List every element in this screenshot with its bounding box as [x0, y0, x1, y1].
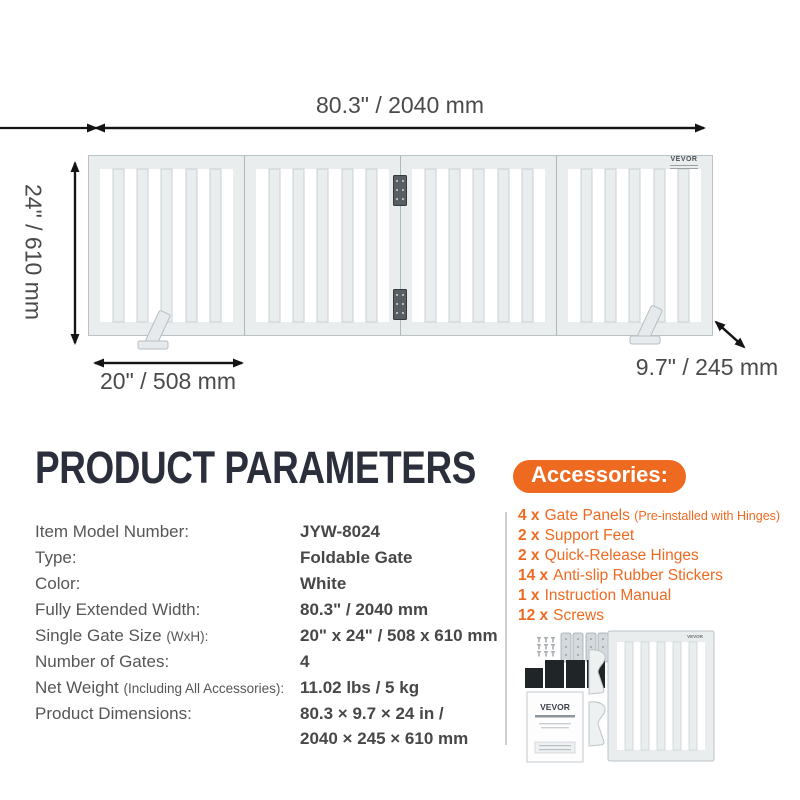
section-title: PRODUCT PARAMETERS — [35, 442, 476, 493]
dimension-depth: 9.7" / 245 mm — [635, 354, 779, 380]
gate-brand-label: VEVOR — [662, 156, 706, 171]
product-parameters-section — [35, 443, 503, 751]
spec-row-type: Type: Foldable Gate — [35, 548, 413, 567]
list-item: 2 x Quick-Release Hinges — [518, 547, 699, 564]
list-item: 4 x Gate Panels (Pre-installed with Hinges) — [518, 507, 781, 524]
dimension-panel-width: 20" / 508 mm — [99, 368, 236, 394]
spec-row-extended-width: Fully Extended Width: 80.3" / 2040 mm — [35, 600, 429, 619]
list-item: 1 x Instruction Manual — [518, 587, 672, 604]
spec-table — [35, 519, 503, 751]
list-item: 12 x Screws — [518, 607, 604, 624]
list-item: 14 x Anti-slip Rubber Stickers — [518, 567, 723, 584]
accessories-list — [518, 506, 797, 626]
instruction-manual-icon — [527, 692, 583, 762]
spec-row-color: Color: White — [35, 574, 347, 593]
gate-panel-icon — [608, 631, 714, 761]
accessories-section — [505, 460, 797, 712]
accessories-badge: Accessories: — [513, 460, 686, 493]
spec-row-model: Item Model Number: JYW-8024 — [35, 522, 380, 541]
list-item: 2 x Support Feet — [518, 527, 635, 544]
gate-illustration — [89, 156, 713, 350]
spec-row-product-dimensions: Product Dimensions: 80.3 × 9.7 × 24 in / 2040 × 245 × 610 mm — [35, 704, 469, 748]
accessories-kit-illustration — [523, 626, 719, 764]
screws-icon — [537, 637, 555, 657]
svg-text:VEVOR: VEVOR — [540, 702, 570, 712]
svg-text:VEVOR: VEVOR — [687, 634, 703, 639]
dimension-total-width: 80.3" / 2040 mm — [316, 92, 484, 118]
product-infographic: 80.3" / 2040 mm 24" / 610 mm 20" / 508 mm 9.7" / 245 mm VEVOR PRODUCT PARAMETERS Item Model Number: JYW-8024 Type: Foldable Gate Color: White Fully Extended Width: 80.3" / 2040 mm Single Gate Size (WxH): 20" x 24" / 508 x 610 mm Number of Gates: 4 Net Weight (Including All Accessories): 11.02 lbs / 5 kg Product Dimensions: 80.3 × 9.7 × 24 in / 2040 × 245 × 610 mm Accessories: 4 x Gate Panels (Pre-installed with Hinges) 2 x Support Feet 2 x Quick-Release Hinges 14 x Anti-slip Rubber Stickers 1 x Instruction Manual 12 x Screws VEVOR VEVOR — [0, 0, 800, 800]
section-divider — [505, 512, 507, 745]
spec-row-single-gate-size: Single Gate Size (WxH): 20" x 24" / 508 x 610 mm — [35, 626, 498, 645]
spec-row-net-weight: Net Weight (Including All Accessories): 11.02 lbs / 5 kg — [35, 678, 420, 697]
spec-row-number-of-gates: Number of Gates: 4 — [35, 652, 310, 671]
brand-label-fineprint — [670, 165, 698, 171]
